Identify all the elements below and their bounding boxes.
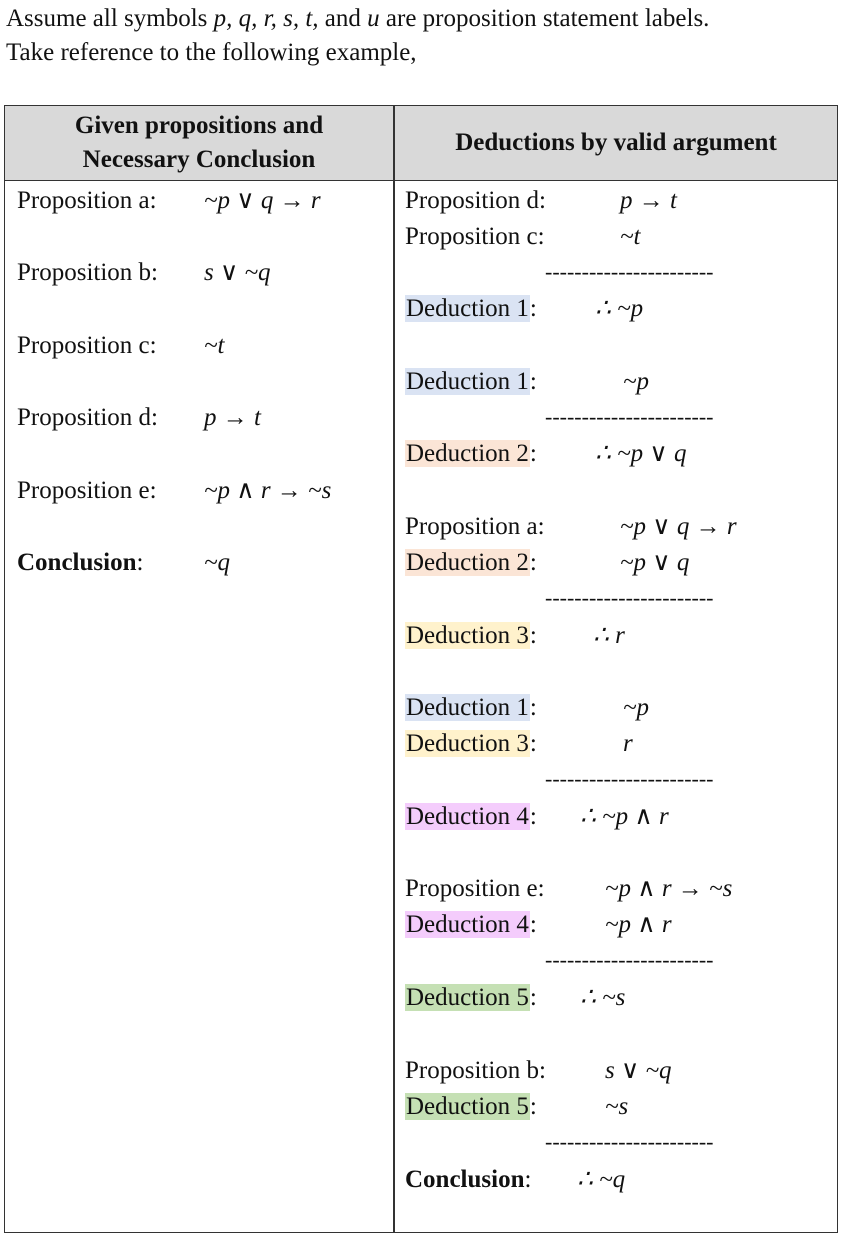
intro-line-2: Take reference to the following example, — [6, 39, 417, 66]
expression: ~p — [623, 368, 650, 395]
intro-line-1 — [6, 2, 709, 36]
expression: r — [623, 730, 633, 757]
label: Proposition a: — [17, 187, 157, 214]
deduction-1-highlight: Deduction 1 — [406, 368, 529, 395]
label — [405, 1165, 531, 1195]
colon: : — [529, 295, 537, 322]
label: Proposition a: — [405, 513, 545, 540]
separator-line: ----------------------- — [545, 766, 714, 791]
column-divider — [393, 106, 395, 1232]
label: Proposition c: — [405, 223, 545, 250]
label: Proposition e: — [17, 477, 157, 504]
label — [405, 729, 537, 759]
deduction-5-highlight: Deduction 5 — [406, 984, 529, 1011]
label: Proposition d: — [405, 187, 546, 214]
colon: : — [529, 440, 537, 467]
label — [405, 439, 537, 469]
colon: : — [529, 694, 537, 721]
conclusion-label: Conclusion — [17, 549, 137, 576]
expression: ∴ ~p ∧ r — [580, 803, 669, 830]
label: Proposition c: — [17, 332, 157, 359]
colon: : — [529, 730, 537, 757]
expression: ~p ∨ q → r — [620, 513, 737, 540]
intro-text: Assume all symbols — [6, 5, 214, 32]
expression: ∴ ~s — [580, 984, 626, 1011]
intro-symbols: p, q, r, s, t, — [213, 5, 319, 32]
deduction-4-highlight: Deduction 4 — [406, 803, 529, 830]
expression: ~t — [620, 223, 641, 250]
expression: ~p ∧ r → ~s — [204, 477, 332, 504]
separator-line: ----------------------- — [545, 947, 714, 972]
deduction-table — [4, 105, 838, 1233]
header-left-line-2: Necessary Conclusion — [82, 146, 316, 173]
header-left-line-1: Given propositions and — [74, 112, 324, 139]
label: Proposition b: — [405, 1057, 546, 1084]
colon: : — [529, 622, 537, 649]
label: Proposition d: — [17, 404, 158, 431]
expression: ~p ∧ r → ~s — [605, 875, 733, 902]
label — [405, 621, 537, 651]
expression: s ∨ ~q — [204, 259, 271, 286]
header-right: Deductions by valid argument — [455, 129, 777, 156]
colon: : — [529, 984, 537, 1011]
header-left — [5, 106, 393, 180]
expression: s ∨ ~q — [605, 1057, 672, 1084]
expression: ~p ∧ r — [605, 911, 672, 938]
expression: ~p — [623, 694, 650, 721]
expression: p → t — [204, 404, 261, 431]
expression: ∴ ~q — [577, 1166, 626, 1193]
expression: ~s — [605, 1093, 629, 1120]
label — [405, 910, 537, 940]
separator-line: ----------------------- — [545, 585, 714, 610]
label — [405, 983, 537, 1013]
label — [405, 548, 537, 578]
deduction-1-highlight: Deduction 1 — [406, 694, 529, 721]
conclusion-label: Conclusion — [405, 1166, 525, 1193]
label — [405, 1092, 537, 1122]
intro-and: and — [318, 5, 368, 32]
colon: : — [136, 549, 144, 576]
intro-text-end: are proposition statement labels. — [379, 5, 710, 32]
expression: ~t — [204, 332, 225, 359]
label — [405, 367, 537, 397]
separator-line: ----------------------- — [545, 1129, 714, 1154]
label: Proposition b: — [17, 259, 158, 286]
expression: ~p ∨ q → r — [204, 187, 321, 214]
expression: ~p ∨ q — [620, 549, 690, 576]
deduction-2-highlight: Deduction 2 — [406, 440, 529, 467]
separator-line: ----------------------- — [545, 259, 714, 284]
colon: : — [524, 1166, 532, 1193]
label — [405, 294, 537, 324]
label: Proposition e: — [405, 875, 545, 902]
label — [17, 548, 143, 578]
colon: : — [529, 1093, 537, 1120]
deduction-2-highlight: Deduction 2 — [406, 549, 529, 576]
intro-symbol-u: u — [367, 5, 380, 32]
label — [405, 802, 537, 832]
colon: : — [529, 368, 537, 395]
deduction-5-highlight: Deduction 5 — [406, 1093, 529, 1120]
deduction-3-highlight: Deduction 3 — [406, 730, 529, 757]
expression: p → t — [620, 187, 677, 214]
separator-line: ----------------------- — [545, 404, 714, 429]
deduction-1-highlight: Deduction 1 — [406, 295, 529, 322]
deduction-3-highlight: Deduction 3 — [406, 622, 529, 649]
colon: : — [529, 803, 537, 830]
colon: : — [529, 549, 537, 576]
expression: ∴ ~p — [595, 295, 644, 322]
expression: ~q — [204, 549, 231, 576]
expression: ∴ r — [593, 622, 625, 649]
deduction-4-highlight: Deduction 4 — [406, 911, 529, 938]
expression: ∴ ~p ∨ q — [595, 440, 687, 467]
colon: : — [529, 911, 537, 938]
label — [405, 693, 537, 723]
